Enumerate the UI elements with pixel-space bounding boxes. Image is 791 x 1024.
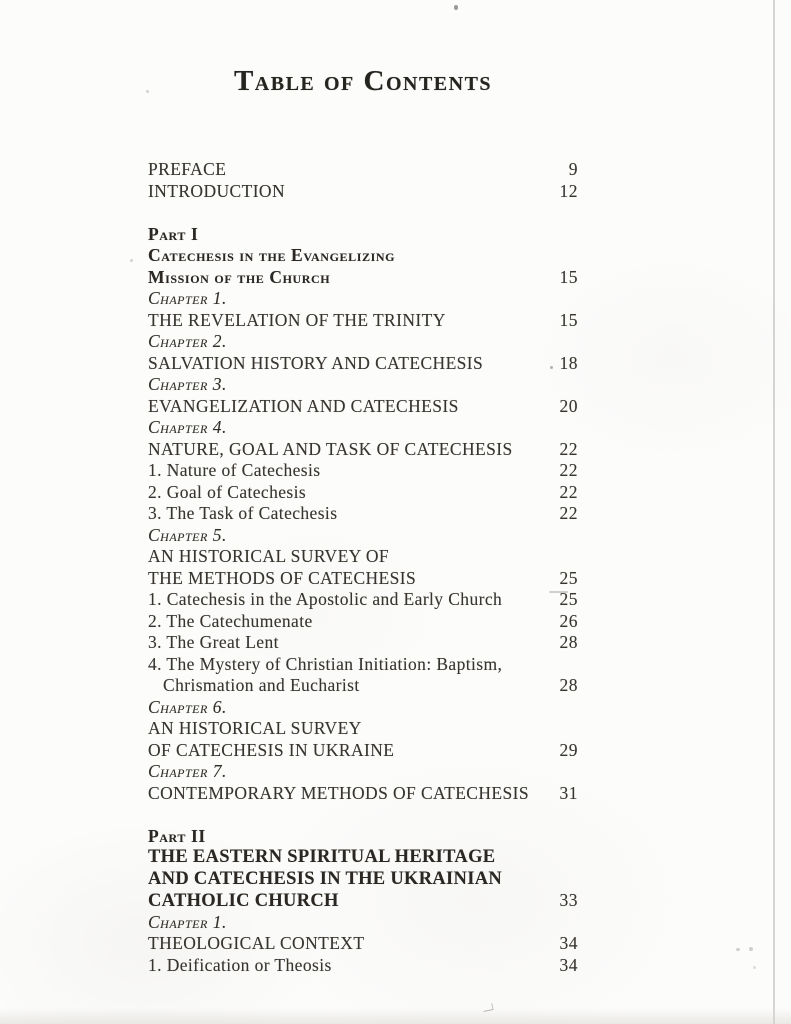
toc-entry-label: AN HISTORICAL SURVEY <box>148 718 362 738</box>
toc-entry-label: CONTEMPORARY METHODS OF CATECHESIS <box>148 782 529 803</box>
toc-entry-label: AND CATECHESIS IN THE UKRAINIAN <box>148 868 503 889</box>
toc-page-number: 26 <box>559 610 578 631</box>
toc-list <box>148 159 578 976</box>
toc-row <box>148 460 578 482</box>
toc-page-number: 29 <box>559 739 578 760</box>
toc-page-number: 31 <box>559 782 578 803</box>
toc-row <box>148 245 578 267</box>
scan-speck <box>749 947 753 951</box>
toc-row <box>148 589 578 611</box>
toc-page-number: 25 <box>559 567 578 588</box>
toc-entry-label: THEOLOGICAL CONTEXT <box>148 933 365 953</box>
toc-row <box>148 417 578 439</box>
toc-row <box>148 912 578 934</box>
toc-entry-label: SALVATION HISTORY AND CATECHESIS <box>148 352 484 373</box>
scan-speck <box>550 366 553 369</box>
toc-row <box>148 933 578 955</box>
toc-row <box>148 890 578 912</box>
toc-row <box>148 396 578 418</box>
toc-page-number: 12 <box>559 180 578 201</box>
toc-entry-label: 3. The Task of Catechesis <box>148 503 338 523</box>
toc-entry-label: OF CATECHESIS IN UKRAINE <box>148 739 395 760</box>
toc-page-number: 15 <box>559 309 578 330</box>
toc-row <box>148 525 578 547</box>
toc-row <box>148 847 578 869</box>
toc-entry-label: 2. Goal of Catechesis <box>148 481 307 502</box>
scan-speck <box>753 966 756 969</box>
toc-page-number: 22 <box>559 438 578 459</box>
toc-entry-label: 1. Catechesis in the Apostolic and Early Church <box>148 589 503 609</box>
toc-entry-label: Chapter 1. <box>148 288 227 308</box>
toc-entry-label: Part II <box>148 825 206 846</box>
scan-speck <box>736 948 740 951</box>
toc-entry-label: Chrismation and Eucharist <box>163 675 360 695</box>
toc-row <box>148 224 578 246</box>
toc-row <box>148 181 578 203</box>
toc-page-number: 20 <box>559 395 578 416</box>
toc-page-number: 9 <box>568 159 578 179</box>
toc-entry-label: Part I <box>148 223 199 244</box>
toc-page-number: 33 <box>559 890 578 910</box>
toc-row <box>148 761 578 783</box>
toc-page-number: 25 <box>559 589 578 609</box>
scan-speck <box>454 5 458 10</box>
toc-entry-label: 2. The Catechumenate <box>148 610 313 631</box>
scan-speck <box>146 90 149 93</box>
toc-entry-label: THE EASTERN SPIRITUAL HERITAGE <box>148 847 496 867</box>
toc-row <box>148 869 578 891</box>
toc-page-number: 22 <box>559 503 578 523</box>
toc-entry-label: Mission of the Church <box>148 266 331 287</box>
toc-row <box>148 718 578 740</box>
toc-row <box>148 267 578 289</box>
toc-row <box>148 288 578 310</box>
toc-row <box>148 826 578 848</box>
toc-entry-label: THE METHODS OF CATECHESIS <box>148 567 417 588</box>
toc-row <box>148 611 578 633</box>
page-content <box>148 0 578 976</box>
toc-entry-label: 3. The Great Lent <box>148 632 279 652</box>
toc-entry-label: 4. The Mystery of Christian Initiation: Baptism, <box>148 653 503 674</box>
toc-row <box>148 654 578 676</box>
toc-row <box>148 482 578 504</box>
toc-entry-label: Chapter 3. <box>148 374 227 394</box>
scan-speck <box>549 591 568 593</box>
toc-entry-label: AN HISTORICAL SURVEY OF <box>148 546 389 566</box>
toc-page-number: 28 <box>559 675 578 695</box>
toc-entry-label: CATHOLIC CHURCH <box>148 891 339 911</box>
toc-entry-label: PREFACE <box>148 159 227 179</box>
toc-row <box>148 955 578 977</box>
toc-row <box>148 331 578 353</box>
toc-row <box>148 632 578 654</box>
toc-entry-label: 1. Deification or Theosis <box>148 954 332 975</box>
page-title: Table of Contents <box>233 65 493 97</box>
toc-page-number: 22 <box>559 460 578 480</box>
toc-entry-label: Chapter 5. <box>148 524 227 545</box>
toc-entry-label: 1. Nature of Catechesis <box>148 460 321 480</box>
toc-row <box>148 159 578 181</box>
toc-row <box>148 546 578 568</box>
toc-page-number: 28 <box>559 632 578 652</box>
toc-entry-label: NATURE, GOAL AND TASK OF CATECHESIS <box>148 438 513 459</box>
toc-row <box>148 503 578 525</box>
toc-page-number: 15 <box>559 266 578 287</box>
toc-row <box>148 310 578 332</box>
toc-row <box>148 568 578 590</box>
toc-entry-label: Chapter 1. <box>148 911 227 932</box>
toc-row <box>148 783 578 805</box>
toc-page-number: 22 <box>559 481 578 502</box>
toc-entry-label: THE REVELATION OF THE TRINITY <box>148 309 446 330</box>
toc-page-number: 18 <box>559 352 578 373</box>
toc-row <box>148 374 578 396</box>
toc-page-number: 34 <box>559 933 578 953</box>
toc-entry-label: INTRODUCTION <box>148 180 286 201</box>
toc-entry-label: Chapter 2. <box>148 331 227 351</box>
toc-entry-label: Chapter 7. <box>148 761 227 781</box>
toc-row <box>148 697 578 719</box>
scan-speck <box>130 259 133 262</box>
toc-entry-label: EVANGELIZATION AND CATECHESIS <box>148 395 459 416</box>
toc-row <box>148 439 578 461</box>
toc-page-number: 34 <box>559 954 578 975</box>
toc-row <box>148 740 578 762</box>
toc-entry-label: Catechesis in the Evangelizing <box>148 245 396 265</box>
page-edge-line <box>773 0 775 1024</box>
toc-row <box>148 353 578 375</box>
page-edge-shadow <box>0 1008 791 1024</box>
toc-entry-label: Chapter 6. <box>148 696 227 717</box>
toc-entry-label: Chapter 4. <box>148 417 227 437</box>
toc-row <box>148 675 578 697</box>
